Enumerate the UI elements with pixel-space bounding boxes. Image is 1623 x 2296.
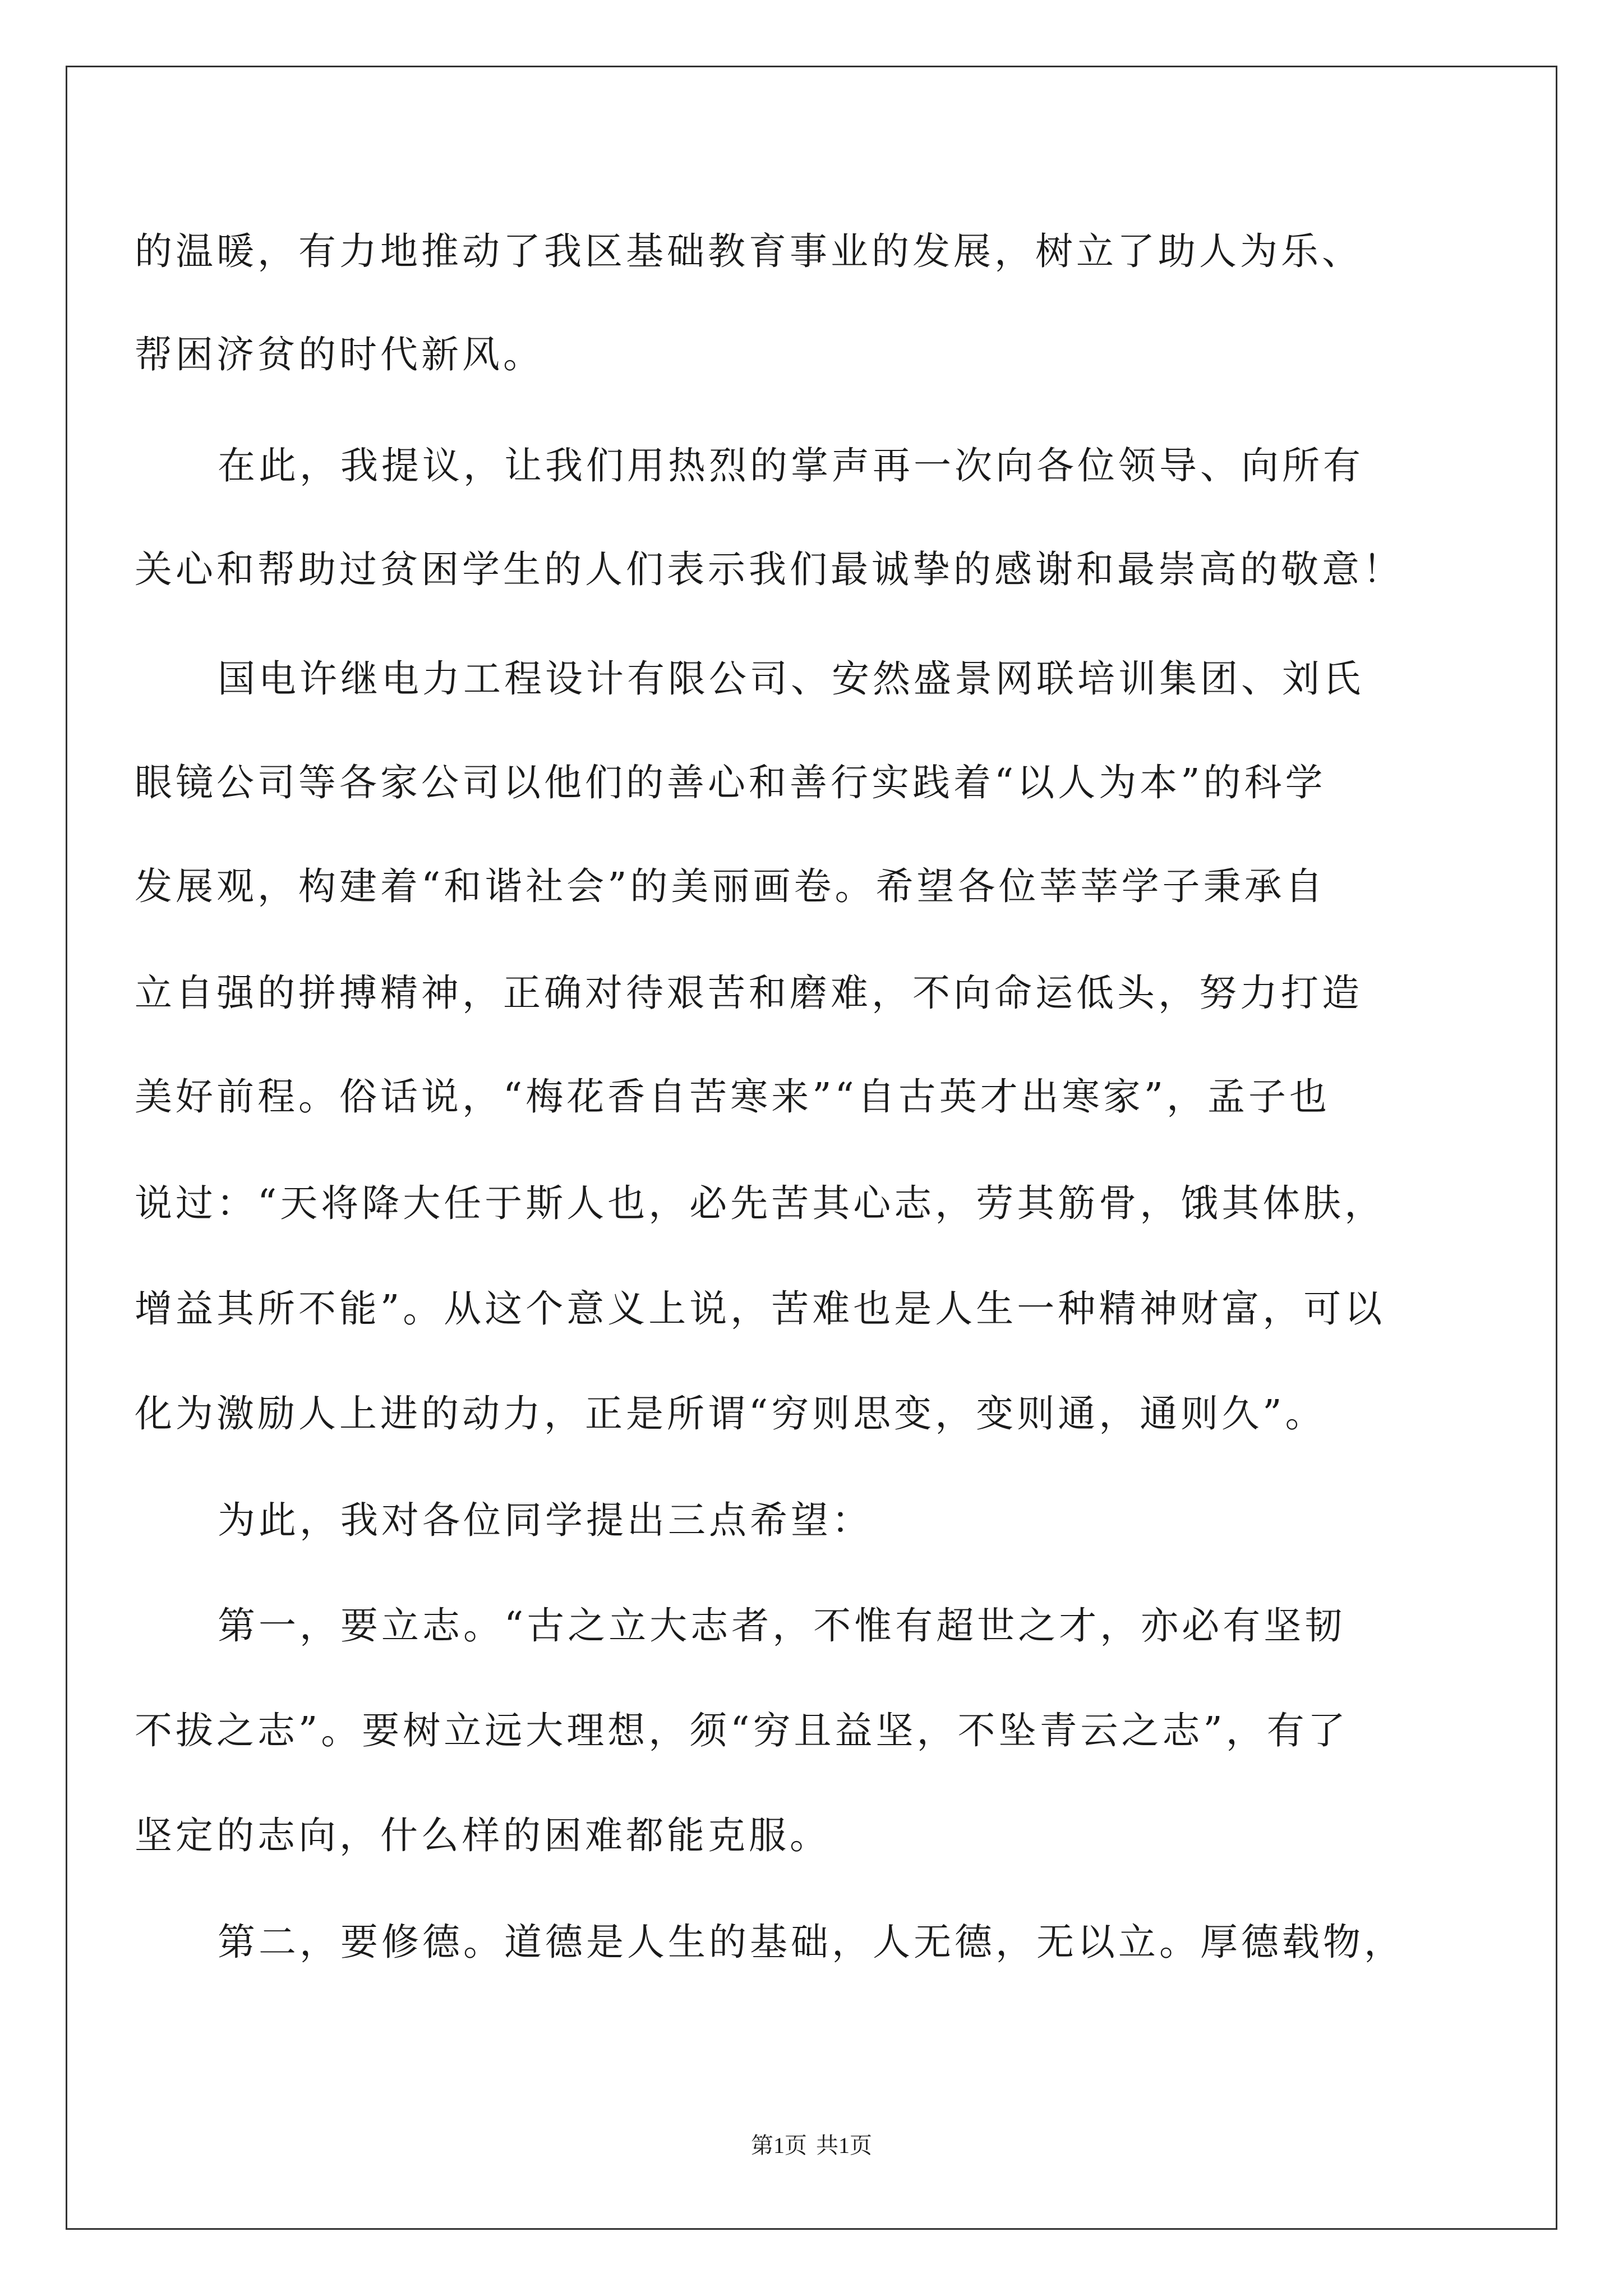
text-line: 在此，我提议，让我们用热烈的掌声再一次向各位领导、向所有: [218, 444, 1364, 487]
text-line: 的温暖，有力地推动了我区基础教育事业的发展，树立了助人为乐、: [135, 229, 1363, 273]
text-line: 化为激励人上进的动力，正是所谓“穷则思变，变则通，通则久”。: [135, 1392, 1326, 1435]
text-line: 帮困济贫的时代新风。: [135, 333, 544, 376]
text-line: 眼镜公司等各家公司以他们的善心和善行实践着“以人为本”的科学: [135, 761, 1326, 804]
text-line: 第二，要修德。道德是人生的基础，人无德，无以立。厚德载物，: [218, 1920, 1405, 1964]
text-line: 增益其所不能”。从这个意义上说，苦难也是人生一种精神财富，可以: [135, 1287, 1386, 1331]
text-line: 为此，我对各位同学提出三点希望：: [218, 1498, 873, 1542]
text-line: 说过：“天将降大任于斯人也，必先苦其心志，劳其筋骨，饿其体肤，: [135, 1181, 1386, 1225]
page-footer: 第1页 共1页: [751, 2133, 872, 2158]
text-line: 美好前程。俗话说，“梅花香自苦寒来”“自古英才出寒家”，孟子也: [135, 1075, 1331, 1119]
text-line: 不拔之志”。要树立远大理想，须“穷且益坚，不坠青云之志”，有了: [135, 1709, 1349, 1752]
page-frame: [66, 66, 1557, 2230]
text-line: 立自强的拼搏精神，正确对待艰苦和磨难，不向命运低头，努力打造: [135, 971, 1363, 1015]
text-line: 发展观，构建着“和谐社会”的美丽画卷。希望各位莘莘学子秉承自: [135, 864, 1326, 908]
text-line: 坚定的志向，什么样的困难都能克服。: [135, 1814, 831, 1857]
text-line: 国电许继电力工程设计有限公司、安然盛景网联培训集团、刘氏: [218, 657, 1364, 701]
text-line: 第一，要立志。“古之立大志者，不惟有超世之才，亦必有坚韧: [218, 1604, 1346, 1648]
text-line: 关心和帮助过贫困学生的人们表示我们最诚挚的感谢和最崇高的敬意！: [135, 547, 1404, 591]
